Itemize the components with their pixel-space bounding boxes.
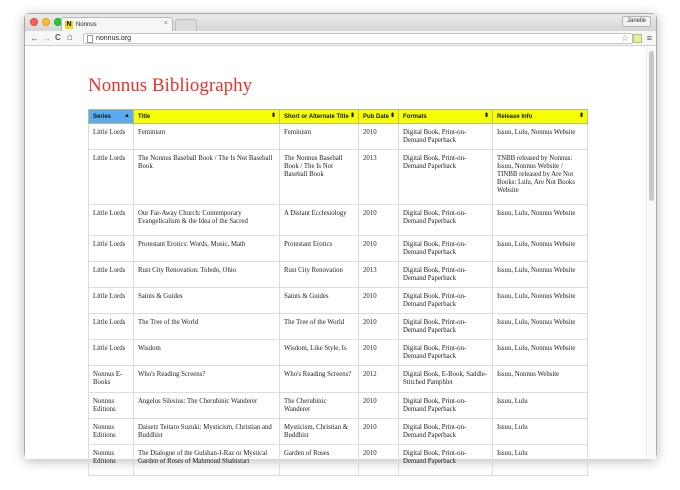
cell-series: Little Lords xyxy=(89,124,134,150)
cell-formats: Digital Book, Print-on-Demand Paperback xyxy=(399,419,493,445)
page-icon xyxy=(87,35,93,43)
cell-series: Nonnus E-Books xyxy=(89,366,134,393)
tab-title: Nonnus xyxy=(76,21,97,28)
cell-pub-date: 2010 xyxy=(359,314,399,340)
cell-pub-date: 2013 xyxy=(359,150,399,205)
cell-title: Wisdom xyxy=(134,340,280,366)
cell-release-info: Issuu, Lulu, Nonnus Website xyxy=(493,314,588,340)
table-row xyxy=(89,366,588,393)
cell-short-title: Protestant Erotics xyxy=(280,236,359,262)
cell-series: Little Lords xyxy=(89,236,134,262)
cell-series: Nonnus Editions xyxy=(89,393,134,419)
title-bar xyxy=(25,14,656,31)
browser-tab[interactable] xyxy=(61,17,173,31)
table-row xyxy=(89,445,588,476)
table-row xyxy=(89,314,588,340)
nonnus-favicon-icon: N xyxy=(66,20,72,28)
extension-icon[interactable] xyxy=(633,34,642,43)
home-icon[interactable]: ⌂ xyxy=(67,32,74,43)
sort-icon: ⬍ xyxy=(270,113,276,119)
cell-title: Daisetz Teitaro Suzuki: Mysticism, Christian and Buddhist xyxy=(134,419,280,445)
cell-series: Little Lords xyxy=(89,314,134,340)
cell-pub-date: 2010 xyxy=(359,445,399,476)
cell-pub-date: 2012 xyxy=(359,366,399,393)
cell-formats: Digital Book, Print-on-Demand Paperback xyxy=(399,124,493,150)
column-header-short-title[interactable]: Short or Alternate Title ⬍ xyxy=(280,110,359,124)
window-controls xyxy=(30,18,62,26)
cell-short-title: Wisdom, Like Style, Is xyxy=(280,340,359,366)
cell-formats: Digital Book, E-Book, Saddle-Stitched Pamphlet xyxy=(399,366,493,393)
cell-title: The Dialogue of the Gulshan-I-Raz or Mystical Garden of Roses of Mahmoud Shabistari xyxy=(134,445,280,476)
cell-short-title: The Tree of the World xyxy=(280,314,359,340)
tab-close-icon[interactable]: × xyxy=(163,20,168,27)
table-row xyxy=(89,262,588,288)
cell-short-title: Feminism xyxy=(280,124,359,150)
sort-icon: ⬍ xyxy=(349,113,355,119)
cell-release-info: Issuu, Lulu, Nonnus Website xyxy=(493,262,588,288)
cell-short-title: A Distant Ecclesiology xyxy=(280,205,359,236)
cell-pub-date: 2013 xyxy=(359,262,399,288)
page-title: Nonnus Bibliography xyxy=(88,75,253,96)
table-row xyxy=(89,236,588,262)
table-row xyxy=(89,288,588,314)
cell-formats: Digital Book, Print-on-Demand Paperback xyxy=(399,150,493,205)
cell-title: Rust City Renovation: Toledo, Ohio xyxy=(134,262,280,288)
cell-formats: Digital Book, Print-on-Demand Paperback xyxy=(399,314,493,340)
cell-release-info: Issuu, Lulu, Nonnus Website xyxy=(493,340,588,366)
back-arrow-icon[interactable]: ← xyxy=(30,33,39,43)
column-header-title[interactable]: Title ⬍ xyxy=(134,110,280,124)
sort-icon: ⬍ xyxy=(483,113,489,119)
cell-series: Little Lords xyxy=(89,288,134,314)
table-row xyxy=(89,205,588,236)
cell-title: Our Far-Away Church: Contemporary Evangelicalism & the Idea of the Sacred xyxy=(134,205,280,236)
scrollbar-thumb[interactable] xyxy=(649,51,654,201)
cell-formats: Digital Book, Print-on-Demand Paperback xyxy=(399,393,493,419)
table-header-row xyxy=(89,110,588,124)
address-bar[interactable] xyxy=(83,33,633,44)
browser-toolbar xyxy=(25,31,656,46)
cell-pub-date: 2010 xyxy=(359,236,399,262)
cell-pub-date: 2010 xyxy=(359,393,399,419)
cell-formats: Digital Book, Print-on-Demand Paperback xyxy=(399,445,493,476)
table-row xyxy=(89,124,588,150)
table-row xyxy=(89,419,588,445)
reload-icon[interactable]: C xyxy=(55,33,61,42)
cell-short-title: Garden of Roses xyxy=(280,445,359,476)
cell-series: Little Lords xyxy=(89,262,134,288)
cell-pub-date: 2010 xyxy=(359,288,399,314)
cell-formats: Digital Book, Print-on-Demand Paperback xyxy=(399,236,493,262)
cell-formats: Digital Book, Print-on-Demand Paperback xyxy=(399,205,493,236)
column-header-pub-date[interactable]: Pub Date ⬍ xyxy=(359,110,399,124)
cell-title: The Tree of the World xyxy=(134,314,280,340)
cell-release-info: Issuu, Lulu, Nonnus Website xyxy=(493,124,588,150)
cell-release-info: TNBB released by Nonnus: Issuu, Nonnus Website / TINBB released by Are Not Books: Lulu, Are Not Books Website xyxy=(493,150,588,205)
sort-ascending-icon: ▲ xyxy=(124,113,130,119)
cell-series: Little Lords xyxy=(89,205,134,236)
table-row xyxy=(89,340,588,366)
cell-title: Angelus Silesius: The Cherubinic Wanderer xyxy=(134,393,280,419)
cell-short-title: The Cherubinic Wanderer xyxy=(280,393,359,419)
vertical-scrollbar[interactable] xyxy=(646,47,656,459)
url-text: nonnus.org xyxy=(96,35,132,42)
table-row xyxy=(89,393,588,419)
cell-series: Nonnus Editions xyxy=(89,419,134,445)
cell-series: Nonnus Editions xyxy=(89,445,134,476)
new-tab-button[interactable] xyxy=(175,19,197,31)
close-window-button[interactable] xyxy=(30,18,38,26)
forward-arrow-icon[interactable]: → xyxy=(42,33,51,43)
cell-short-title: Saints & Guides xyxy=(280,288,359,314)
sort-icon: ⬍ xyxy=(578,113,584,119)
cell-pub-date: 2010 xyxy=(359,419,399,445)
cell-short-title: Who's Reading Screens? xyxy=(280,366,359,393)
cell-formats: Digital Book, Print-on-Demand Paperback xyxy=(399,262,493,288)
cell-short-title: Rust City Renovation xyxy=(280,262,359,288)
cell-release-info: Issuu, Lulu xyxy=(493,445,588,476)
cell-release-info: Issuu, Lulu, Nonnus Website xyxy=(493,236,588,262)
cell-formats: Digital Book, Print-on-Demand Paperback xyxy=(399,340,493,366)
cell-series: Little Lords xyxy=(89,150,134,205)
cell-series: Little Lords xyxy=(89,340,134,366)
minimize-window-button[interactable] xyxy=(42,18,50,26)
column-header-formats[interactable]: Formats ⬍ xyxy=(399,110,493,124)
cell-pub-date: 2010 xyxy=(359,205,399,236)
cell-release-info: Issuu, Lulu, Nonnus Website xyxy=(493,205,588,236)
page-content xyxy=(25,47,656,465)
cell-title: Saints & Guides xyxy=(134,288,280,314)
profile-user-button[interactable]: Janelle xyxy=(622,16,651,27)
cell-title: Who's Reading Screens? xyxy=(134,366,280,393)
cell-release-info: Issuu, Lulu, Nonnus Website xyxy=(493,288,588,314)
cell-pub-date: 2010 xyxy=(359,340,399,366)
cell-short-title: Mysticism, Christian & Buddhist xyxy=(280,419,359,445)
browser-window xyxy=(24,13,657,465)
cell-pub-date: 2010 xyxy=(359,124,399,150)
bookmark-star-icon[interactable]: ☆ xyxy=(620,33,629,43)
table-row xyxy=(89,150,588,205)
sort-icon: ⬍ xyxy=(389,113,395,119)
bibliography-table xyxy=(88,109,588,476)
hamburger-menu-icon[interactable]: ≡ xyxy=(646,33,652,43)
cell-title: The Nonnus Baseball Book / The Is Not Baseball Book xyxy=(134,150,280,205)
cell-release-info: Issuu, Nonnus Website xyxy=(493,366,588,393)
cell-title: Feminism xyxy=(134,124,280,150)
cell-title: Protestant Erotics: Words, Music, Math xyxy=(134,236,280,262)
cell-release-info: Issuu, Lulu xyxy=(493,393,588,419)
cell-formats: Digital Book, Print-on-Demand Paperback xyxy=(399,288,493,314)
cell-short-title: The Nonnus Baseball Book / The Is Not Baseball Book xyxy=(280,150,359,205)
cell-release-info: Issuu, Lulu xyxy=(493,419,588,445)
column-header-release-info[interactable]: Release Info ⬍ xyxy=(493,110,588,124)
column-header-series[interactable]: Series ▲ xyxy=(89,110,134,124)
